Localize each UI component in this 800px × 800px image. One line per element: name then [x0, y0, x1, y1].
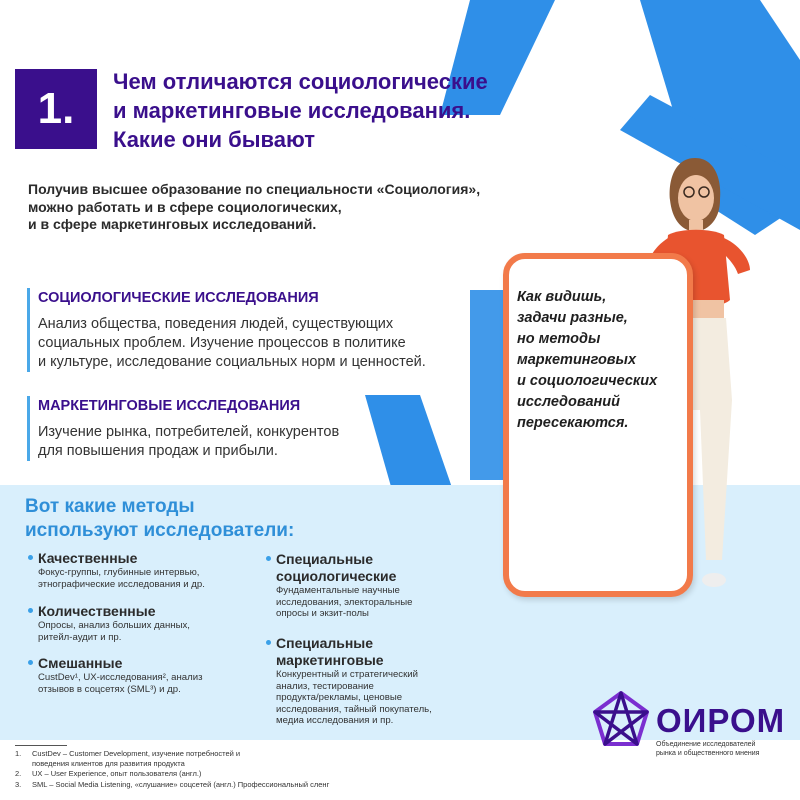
bullet-icon [28, 555, 33, 560]
method-desc: исследования, электоральные [276, 596, 413, 608]
logo-name: ОИРОМ [656, 702, 786, 739]
method-quantitative [28, 603, 190, 643]
method-desc: исследования, тайный покупатель, [276, 703, 432, 715]
bullet-icon [28, 608, 33, 613]
footnote-text: UX – User Experience, опыт пользователя (англ.) [32, 769, 202, 778]
bubble-line: Как видишь, [517, 289, 607, 305]
footnote-number: 2. [15, 769, 22, 778]
section-line: Анализ общества, поведения людей, существующих [38, 316, 394, 332]
section-line: для повышения продаж и прибыли. [38, 443, 278, 459]
footnote-number: 1. [15, 749, 22, 758]
method-desc: анализ, тестирование [276, 680, 374, 692]
method-heading: Качественные [38, 550, 138, 566]
method-desc: ритейл-аудит и пр. [38, 631, 122, 643]
footnote-text: поведения клиентов для развития продукта [32, 758, 185, 768]
section-text [38, 315, 426, 372]
bubble-line: маркетинговых [517, 352, 637, 368]
page-title [113, 67, 553, 154]
method-heading: маркетинговые [276, 652, 384, 668]
bubble-line: пересекаются. [517, 415, 629, 431]
method-special-sociological [266, 551, 412, 620]
footnote-divider [15, 745, 67, 746]
speech-bubble-text [517, 287, 657, 434]
section-heading: МАРКЕТИНГОВЫЕ ИССЛЕДОВАНИЯ [38, 398, 301, 414]
method-mixed [28, 655, 202, 695]
section-number: 1. [37, 84, 75, 133]
method-special-marketing [266, 635, 432, 727]
bullet-icon [266, 640, 271, 645]
section-line: Изучение рынка, потребителей, конкурентов [38, 424, 340, 440]
section-number-badge [15, 69, 97, 149]
method-heading: Количественные [38, 603, 156, 619]
title-line: и маркетинговые исследования. [113, 98, 471, 123]
bubble-line: исследований [517, 394, 620, 410]
method-heading: Специальные [276, 635, 374, 651]
method-desc: CustDev¹, UX-исследования², анализ [38, 672, 203, 683]
pentagon-star-logo-icon [592, 690, 650, 748]
marketing-research-section [27, 396, 339, 461]
footnote-1 [15, 749, 240, 768]
method-desc: этнографические исследования и др. [38, 578, 205, 590]
method-desc: Фокус-группы, глубинные интервью, [38, 567, 200, 578]
section-text [38, 423, 339, 461]
intro-paragraph [28, 181, 508, 234]
method-desc: отзывов в соцсетях (SML³) и др. [38, 683, 181, 695]
method-desc: медиа исследования и пр. [276, 715, 394, 726]
method-desc: опросы и экзит-полы [276, 608, 369, 619]
bubble-line: задачи разные, [517, 310, 628, 326]
methods-title [25, 495, 294, 543]
method-desc: Фундаментальные научные [276, 585, 400, 596]
method-desc: Конкурентный и стратегический [276, 669, 418, 680]
logo-subtitle [656, 741, 759, 758]
method-qualitative [28, 550, 205, 590]
method-desc: продукта/рекламы, ценовые [276, 692, 403, 703]
intro-line: Получив высшее образование по специальности «Социология», [28, 181, 481, 197]
footnote-text: CustDev – Customer Development, изучение потребностей и [32, 749, 241, 758]
logo-subtitle-line: Объединение исследователей [656, 741, 756, 748]
method-desc: Опросы, анализ больших данных, [38, 620, 190, 631]
footnote-text: SML – Social Media Listening, «слушание» соцсетей (англ.) Профессиональный сленг [32, 780, 330, 789]
bubble-line: и социологических [517, 373, 658, 389]
method-heading: Специальные [276, 551, 374, 567]
method-heading: Смешанные [38, 655, 123, 671]
methods-title-line: используют исследователи: [25, 520, 295, 541]
bullet-icon [266, 556, 271, 561]
bubble-line: но методы [517, 331, 601, 347]
title-line: Какие они бывают [113, 127, 316, 152]
method-heading: социологические [276, 568, 397, 584]
logo-subtitle-line: рынка и общественного мнения [656, 749, 760, 757]
sociological-research-section [27, 288, 426, 372]
intro-line: можно работать и в сфере социологических, [28, 198, 342, 215]
bullet-icon [28, 660, 33, 665]
footnote-number: 3. [15, 780, 22, 789]
section-heading: СОЦИОЛОГИЧЕСКИЕ ИССЛЕДОВАНИЯ [38, 290, 319, 306]
section-line: и культуре, исследование социальных норм и ценностей. [38, 354, 426, 370]
footnote-2 [15, 769, 201, 779]
footnote-3 [15, 780, 329, 790]
title-line: Чем отличаются социологические [113, 69, 488, 94]
intro-line: и в сфере маркетинговых исследований. [28, 216, 317, 232]
methods-title-line: Вот какие методы [25, 496, 195, 517]
section-line: социальных проблем. Изучение процессов в политике [38, 335, 406, 351]
